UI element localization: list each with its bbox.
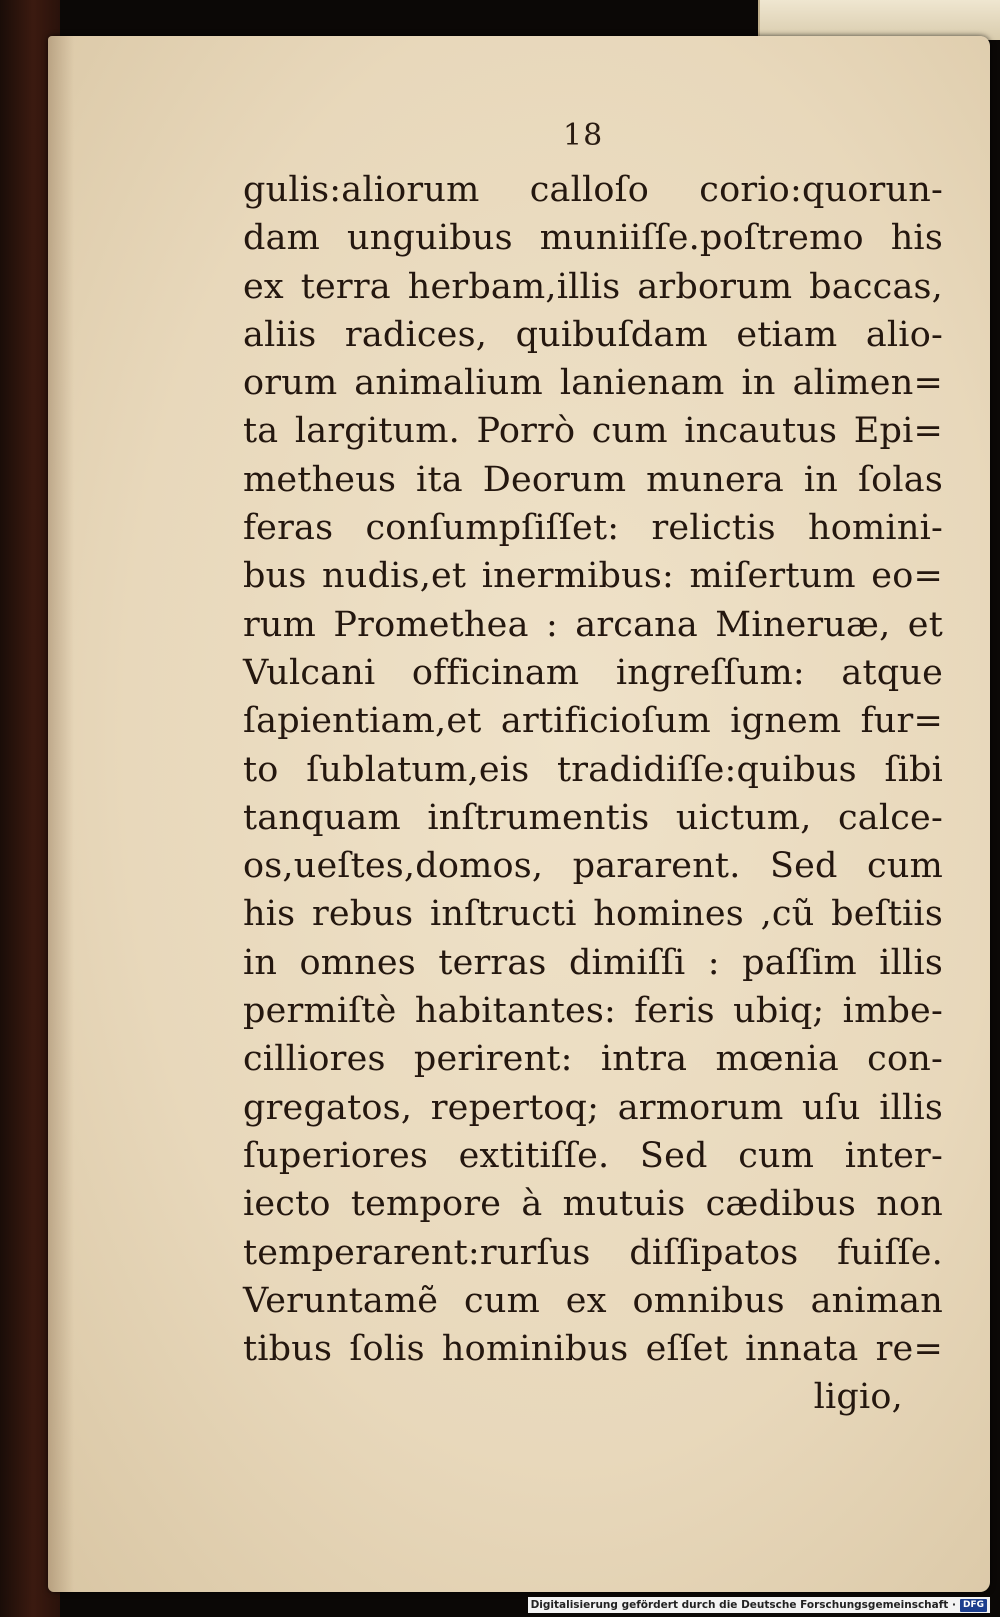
page-text (243, 166, 943, 1422)
text-line: rum Promethea : arcana Mineruæ, et (243, 604, 943, 645)
text-line: to ſublatum,eis tradidiſſe:quibus ſibi (243, 749, 943, 790)
text-line: ex terra herbam,illis arborum baccas, (243, 266, 943, 307)
text-line: his rebus inſtructi homines ,cũ beſtiis (243, 894, 943, 935)
adjacent-page-edge (758, 0, 1000, 40)
text-line: gulis:aliorum calloſo corio:quorun- (243, 170, 943, 210)
text-line: feras conſumpſiſſet: relictis homini- (243, 508, 943, 549)
text-line: temperarent:rurſus diſſipatos fuiſſe. (243, 1232, 943, 1273)
credit-text: Digitalisierung gefördert durch die Deutsche Forschungsgemeinschaft · (530, 1599, 956, 1611)
text-line: in omnes terras dimiſſi : paſſim illis (243, 942, 943, 983)
text-line: orum animalium lanienam in alimen= (243, 363, 943, 404)
text-line: aliis radices, quibuſdam etiam alio- (243, 314, 943, 355)
text-line: Veruntamẽ cum ex omnibus animan (243, 1280, 943, 1321)
book-page (48, 36, 990, 1592)
dfg-logo: DFG (960, 1599, 987, 1612)
text-line: bus nudis,et inermibus: miſertum eo= (243, 556, 943, 597)
text-line: tibus ſolis hominibus eſſet innata re= (243, 1329, 943, 1370)
page-number: 18 (563, 118, 604, 153)
text-line: iecto tempore à mutuis cædibus non (243, 1184, 943, 1225)
text-line: cilliores perirent: intra mœnia con- (243, 1039, 943, 1080)
text-line: os,ueſtes,domos, pararent. Sed cum (243, 846, 943, 887)
text-line: gregatos, repertoq; armorum uſu illis (243, 1087, 943, 1128)
text-line: ta largitum. Porrò cum incautus Epi= (243, 411, 943, 452)
text-line: tanquam inſtrumentis uictum, calce- (243, 797, 943, 838)
text-line: permiſtè habitantes: feris ubiq; imbe- (243, 991, 943, 1032)
text-line: dam unguibus muniiſſe.poſtremo his (243, 218, 943, 259)
text-line: Vulcani officinam ingreſſum: atque (243, 652, 943, 693)
text-line: ligio, (813, 1377, 903, 1418)
text-line: ſuperiores extitiſſe. Sed cum inter- (243, 1135, 943, 1176)
text-line: metheus ita Deorum munera in ſolas (243, 459, 943, 500)
text-line: ſapientiam,et artificioſum ignem fur= (243, 701, 943, 742)
digitization-credit (528, 1597, 990, 1613)
